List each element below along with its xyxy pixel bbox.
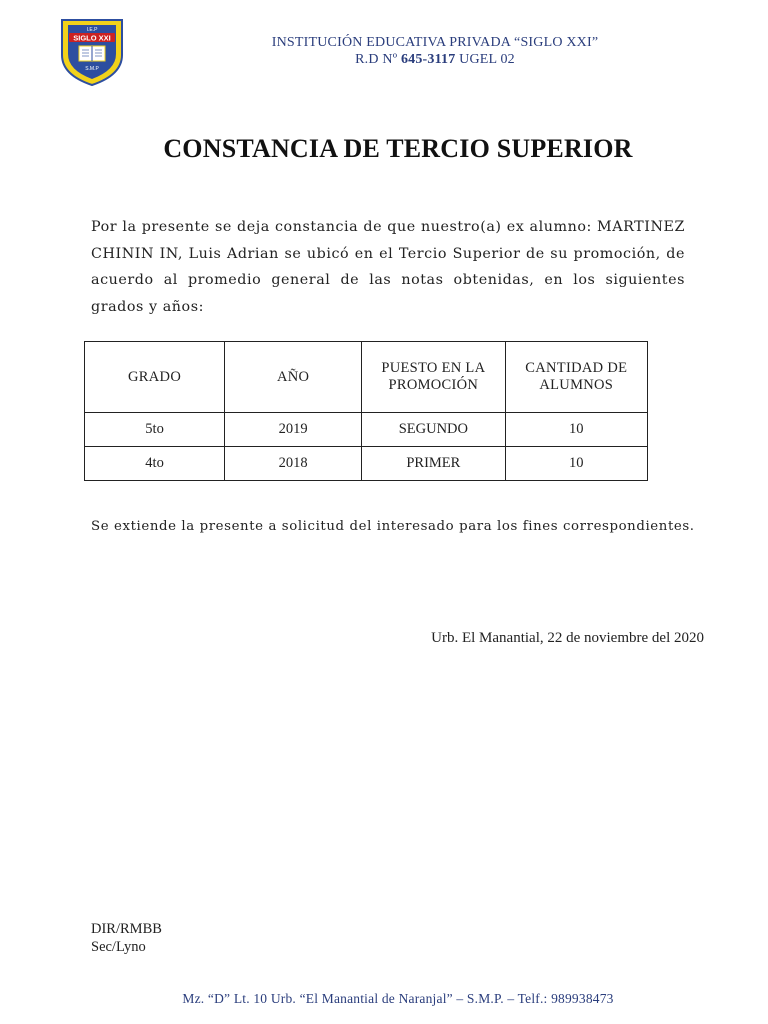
address-footer: Mz. “D” Lt. 10 Urb. “El Manantial de Naranjal” – S.M.P. – Telf.: 989938473 (182, 991, 614, 1006)
resolution-line (180, 51, 690, 68)
logo-top-text: I.E.P (86, 27, 98, 33)
header-cantidad (505, 342, 647, 413)
closing-statement: Se extiende la presente a solicitud del interesado para los fines correspondientes. (91, 519, 695, 534)
header-puesto-line2: PROMOCIÓN (388, 377, 479, 393)
header-cantidad-line2: ALUMNOS (539, 377, 614, 393)
cell-puesto: SEGUNDO (362, 413, 505, 447)
logo-banner-text: SIGLO XXI (73, 33, 111, 43)
cell-anio: 2018 (225, 447, 362, 481)
table-header-row (85, 342, 648, 413)
grades-table (84, 341, 648, 481)
resolution-suffix: UGEL 02 (455, 52, 515, 67)
table-row (85, 447, 648, 481)
logo-bottom-text: S.M.P (85, 66, 99, 72)
initials-director: DIR/RMBB (91, 921, 162, 937)
resolution-number: 645-3117 (400, 52, 456, 67)
institution-name: INSTITUCIÓN EDUCATIVA PRIVADA “SIGLO XXI” (271, 35, 599, 50)
cell-puesto: PRIMER (362, 447, 505, 481)
cell-grado: 4to (85, 447, 225, 481)
reference-initials (91, 920, 162, 956)
header-anio: AÑO (225, 342, 362, 413)
cell-grado: 5to (85, 413, 225, 447)
issue-date: Urb. El Manantial, 22 de noviembre del 2020 (431, 630, 704, 646)
header-puesto-line1: PUESTO EN LA (381, 360, 486, 376)
document-title: CONSTANCIA DE TERCIO SUPERIOR (163, 134, 633, 163)
header-puesto (362, 342, 505, 413)
header-grado: GRADO (85, 342, 225, 413)
resolution-prefix: R.D Nº (355, 52, 401, 67)
header-cantidad-line1: CANTIDAD DE (525, 360, 628, 376)
cell-cantidad: 10 (505, 447, 647, 481)
cell-anio: 2019 (225, 413, 362, 447)
school-logo (56, 17, 128, 87)
body-paragraph: Por la presente se deja constancia de que nuestro(a) ex alumno: MARTINEZ CHININ IN, Luis Adrian se ubicó en el Tercio Superior de su promoción, de acuerdo al promedio general de las notas obtenidas, en los siguientes grados y años: (91, 219, 685, 315)
table-row (85, 413, 648, 447)
cell-cantidad: 10 (505, 413, 647, 447)
initials-secretary: Sec/Lyno (91, 939, 146, 955)
institution-header (180, 34, 690, 68)
